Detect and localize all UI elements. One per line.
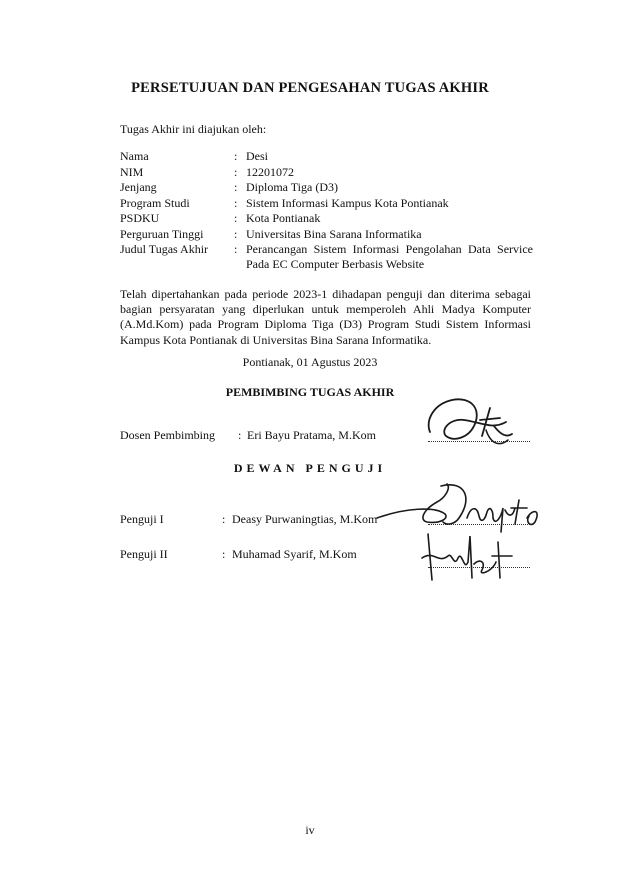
field-value: Perancangan Sistem Informasi Pengolahan Data Service Pada EC Computer Berbasis Website	[246, 242, 533, 271]
field-label: Nama	[120, 149, 149, 163]
advisor-heading: PEMBIMBING TUGAS AKHIR	[225, 385, 395, 399]
examiner-name: Deasy Purwaningtias, M.Kom	[232, 512, 378, 526]
field-colon: :	[234, 164, 238, 179]
field-colon: :	[234, 149, 238, 163]
advisor-signature	[420, 390, 530, 460]
field-label: PSDKU	[120, 211, 160, 225]
approval-paragraph: Telah dipertahankan pada periode 2023-1 dihadapan penguji dan diterima sebagai bagian persyaratan yang diperlukan untuk memperoleh Ahli Madya Komputer (A.Md.Kom) pada Program Diploma Tiga (D3) Program Studi Sistem Informasi Kampus Kota Pontianak di Universitas Bina Sarana Informatika.	[120, 287, 531, 347]
field-label: NIM	[120, 164, 144, 179]
examiner-colon: :	[222, 547, 226, 561]
field-value: 12201072	[246, 164, 294, 179]
field-label: Perguruan Tinggi	[120, 226, 204, 241]
field-value: Kota Pontianak	[246, 211, 321, 225]
field-colon: :	[234, 211, 238, 225]
field-value: Diploma Tiga (D3)	[246, 180, 339, 194]
examiner-label: Penguji II	[120, 547, 168, 561]
advisor-label: Dosen Pembimbing	[120, 428, 215, 442]
field-label: Jenjang	[120, 180, 157, 194]
advisor-name: Eri Bayu Pratama, M.Kom	[247, 428, 376, 442]
intro-text: Tugas Akhir ini diajukan oleh:	[120, 122, 267, 136]
field-label: Program Studi	[120, 195, 190, 210]
examiner-label: Penguji I	[120, 512, 164, 526]
place-date: Pontianak, 01 Agustus 2023	[242, 355, 378, 369]
field-label: Judul Tugas Akhir	[120, 242, 209, 256]
field-colon: :	[234, 242, 238, 256]
page-number: iv	[305, 823, 315, 837]
page-title: PERSETUJUAN DAN PENGESAHAN TUGAS AKHIR	[131, 80, 489, 96]
examiner-colon: :	[222, 512, 226, 526]
examiner-2-signature	[408, 528, 518, 586]
field-value: Universitas Bina Sarana Informatika	[246, 226, 422, 241]
advisor-colon: :	[238, 428, 242, 442]
examiner-name: Muhamad Syarif, M.Kom	[232, 547, 357, 561]
field-colon: :	[234, 180, 238, 194]
field-colon: :	[234, 195, 238, 210]
examiner-heading: DEWAN PENGUJI	[233, 461, 387, 475]
field-colon: :	[234, 226, 238, 241]
field-value: Desi	[246, 149, 268, 163]
field-value: Sistem Informasi Kampus Kota Pontianak	[246, 195, 449, 210]
